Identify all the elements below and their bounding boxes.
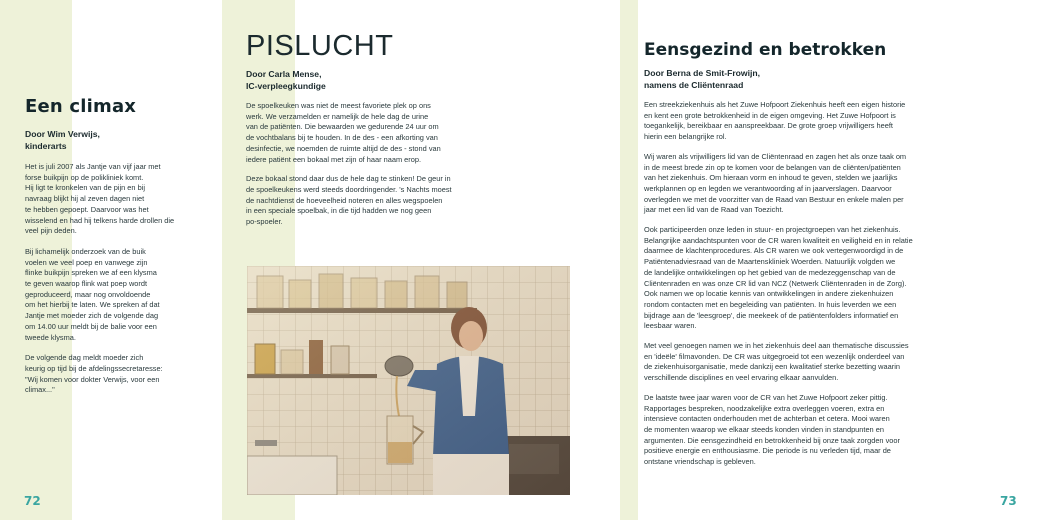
text-line: Rapportages bespreken, noodzakelijke extra overleggen voeren, extra en [644,403,885,413]
article-body [644,100,944,468]
text-line: po-spoeler. [246,217,283,227]
text-line: leesbaar waren. [644,321,697,331]
text-line: wisselend en had hij telkens harde drollen die [25,215,175,225]
text-line: de nachtdienst de hoeveelheid noteren en alles wegspoelen [246,195,443,205]
text-line: positieve energie en enthousiasme. Die periode is nu verleden tijd, maar de [644,446,891,456]
text-line: werk. We verzamelden er namelijk de hele dag de urine [246,111,429,121]
text-line: Wij waren als vrijwilligers lid van de Cliëntenraad en zagen het als onze taak om [644,151,907,161]
text-line: "Wij komen voor dokter Verwijs, voor een [25,374,160,384]
text-line: Ook namen we op locatie kennis van ontwikkelingen in andere ziekenhuizen [644,289,894,299]
text-line: werkplannen op en legden we verantwoording af in jaarverslagen. Daarvoor [644,183,892,193]
text-line: Cliëntenraden en was onze CR lid van NCZ (Netwerk Cliëntenraden in de Zorg). [644,278,907,288]
middle-article [246,30,464,228]
article-title-eensgezind: Eensgezind en betrokken [644,40,887,60]
text-line: Belangrijke aandachtspunten voor de CR waren kwaliteit en veiligheid en in relatie [644,235,913,245]
text-line: Met veel genoegen namen we in het ziekenhuis deel aan thematische discussies [644,341,909,351]
text-line: De spoelkeuken was niet de meest favoriete plek op ons [246,101,431,110]
text-line: geproduceerd, maar nog onvoldoende [25,289,151,299]
article-title-climax: Een climax [25,96,137,117]
paragraph [25,353,185,396]
text-line: daarmee de klachtenprocedures. Als CR waren we ook vertegenwoordigd in de [644,246,904,256]
paragraph [25,247,185,343]
text-line: tweede klysma. [25,332,76,342]
paragraph [644,100,944,143]
text-line: Deze bokaal stond daar dus de hele dag te stinken! De geur in [246,174,451,184]
text-line: van het ziekenhuis. Om hieraan vorm en inhoud te geven, stelden we jaarlijks [644,173,898,183]
text-line: flinke buikpijn spreken we af een klysma [25,268,157,278]
paragraph [644,152,944,216]
text-line: verschillende disciplines en veel ervaring elkaar aanvulden. [644,373,839,383]
text-line: climax..." [25,385,55,395]
right-article [644,40,944,468]
paragraph [25,162,185,237]
text-line: de vochtbalans bij te houden. In de des - een afkorting van [246,133,438,143]
text-line: de momenten waarop we elkaar steeds konden vinden in standpunten en [644,424,884,434]
paragraph [644,225,944,332]
text-line: Het is juli 2007 als Jantje van vijf jaar met [25,162,161,171]
article-body [246,101,464,228]
text-line: en kent een grote betrokkenheid in de eigen omgeving. Het Zuwe Hofpoort is [644,110,896,120]
byline-line: Door Berna de Smit-Frowijn, [644,68,761,78]
text-line: intensieve contacten onderhouden met de achterban et cetera. Mooi waren [644,414,890,424]
text-line: hierin een belangrijke rol. [644,132,727,142]
text-line: om 14.00 uur meldt bij de balie voor een [25,321,157,331]
page-number-left: 72 [24,494,41,508]
text-line: te geven waarop flink wat poep wordt [25,279,148,289]
text-line: Een streekziekenhuis als het Zuwe Hofpoort Ziekenhuis heeft een eigen historie [644,100,906,109]
article-byline [25,129,185,152]
text-line: om het hierbij te laten. We spreken af dat [25,300,160,310]
paragraph [644,341,944,384]
byline-line: Door Wim Verwijs, [25,129,100,139]
text-line: Jantje met moeder zich de volgende dag [25,311,159,321]
text-line: Ook participeerden onze leden in stuur- en projectgroepen van het ziekenhuis. [644,225,901,235]
right-margin-band [620,0,638,520]
text-line: te hebben gepoept. Daarvoor was het [25,204,149,214]
nurse-photo-illustration [247,266,570,495]
text-line: ontstane vriendschap is gebleven. [644,457,756,467]
text-line: bijdrage aan de 'leesgroep', die meekeek of de patiëntenfolders informatief en [644,310,899,320]
article-byline [644,68,944,91]
text-line: voelen we veel poep en vanwege zijn [25,257,148,267]
text-line: in de meest brede zin op te komen voor de belangen van de cliënten/patiënten [644,162,901,172]
text-line: van de patiënten. Die bewaarden we gedurende 24 uur om [246,122,439,132]
text-line: overlegden we met de voorzitter van de Raad van Bestuur en enkele malen per [644,194,904,204]
paragraph [644,393,944,468]
article-title-pislucht: PISLUCHT [246,30,394,62]
article-body [25,162,185,396]
text-line: keurig op tijd bij de afdelingssecretaresse: [25,363,163,373]
text-line: toegankelijk, bereikbaar en aanspreekbaar. De grote groep vrijwilligers heeft [644,121,893,131]
text-line: Bij lichamelijk onderzoek van de buik [25,246,146,256]
byline-line: IC-verpleegkundige [246,80,326,91]
byline-line: namens de Cliëntenraad [644,79,744,90]
sluice-room-photo [247,266,570,495]
text-line: navraag blijkt hij al zeven dagen niet [25,194,145,204]
text-line: rondom contacten met en begeleiding van patiënten. In huis leverden we een [644,299,897,309]
article-byline [246,69,464,92]
text-line: desinfectie, we noemden de ruimte altijd de des - stond van [246,143,441,153]
paragraph [246,174,464,228]
text-line: in een speciale spoelbak, in die tijd hadden we nog geen [246,206,432,216]
byline-line: Door Carla Mense, [246,69,322,79]
text-line: en 'ideële' filmavonden. De CR was uitgegroeid tot een wezenlijk onderdeel van [644,351,905,361]
text-line: Patiëntenadviesraad van de Maartenskliniek Woerden. Natuurlijk volgden we [644,257,896,267]
text-line: de spoelkeukens werd steeds doordringender. 's Nachts moest [246,184,452,194]
left-article [25,96,185,396]
text-line: veel pijn deden. [25,226,77,236]
text-line: jaar met een lid van de Raad van Toezicht. [644,205,784,215]
paragraph [246,101,464,165]
text-line: forse buikpijn op de polikliniek komt. [25,172,144,182]
page-number-right: 73 [1000,494,1017,508]
text-line: De laatste twee jaar waren voor de CR van het Zuwe Hofpoort zeker pittig. [644,392,888,402]
text-line: Hij ligt te kronkelen van de pijn en bij [25,183,145,193]
text-line: de ziekenhuisorganisatie, mede dankzij een kwalitatief sterke bezetting waarin [644,362,900,372]
text-line: iedere patiënt een bokaal met zijn of haar naam erop. [246,154,422,164]
text-line: De volgende dag meldt moeder zich [25,353,144,363]
text-line: argumenten. Die eensgezindheid en betrokkenheid bij onze taak zorgden voor [644,435,900,445]
text-line: de landelijke ontwikkelingen op het gebied van de medezeggenschap van de [644,267,896,277]
byline-line: kinderarts [25,140,67,151]
